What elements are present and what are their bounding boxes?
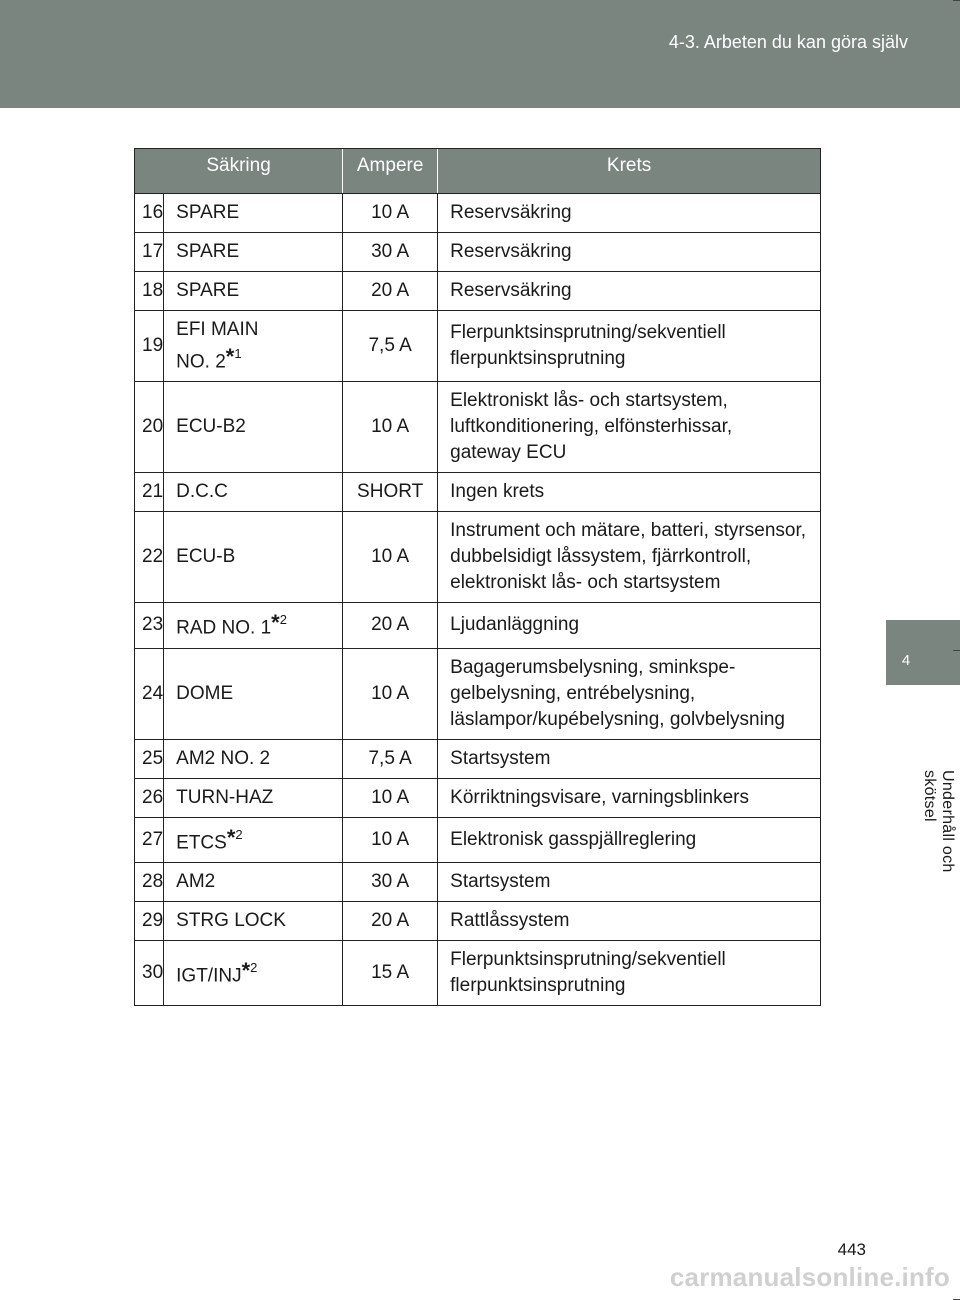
fuse-name-cell xyxy=(164,603,343,648)
crop-mark-mid xyxy=(953,650,960,651)
table-row xyxy=(135,512,821,603)
fuse-name: SPARE xyxy=(176,241,240,262)
fuse-number: 16 xyxy=(135,194,164,233)
fuse-circuit: Reservsäkring xyxy=(438,233,821,272)
table-row xyxy=(135,940,821,1005)
fuse-circuit: Ingen krets xyxy=(438,473,821,512)
fuse-name: EFI MAIN NO. 2 xyxy=(176,319,259,373)
fuse-name: ECU-B2 xyxy=(176,416,246,438)
fuse-ampere: 7,5 A xyxy=(343,739,438,778)
fuse-number: 27 xyxy=(135,817,164,862)
fuse-name-cell xyxy=(164,778,343,817)
fuse-name-cell xyxy=(164,940,343,1005)
fuse-circuit: Reservsäkring xyxy=(438,272,821,311)
fuse-name-cell xyxy=(164,648,343,739)
fuse-name: SPARE xyxy=(176,202,240,223)
fuse-name-cell xyxy=(164,311,343,382)
chapter-tab xyxy=(886,620,960,920)
footnote-marker xyxy=(271,610,287,636)
fuse-number: 18 xyxy=(135,272,164,311)
fuse-name-cell xyxy=(164,382,343,473)
fuse-ampere: SHORT xyxy=(343,473,438,512)
fuse-name-cell xyxy=(164,473,343,512)
fuse-ampere: 30 A xyxy=(343,233,438,272)
fuse-ampere: 20 A xyxy=(343,901,438,940)
fuse-circuit: Rattlåssystem xyxy=(438,901,821,940)
table-row xyxy=(135,311,821,382)
fuse-name: DOME xyxy=(176,682,234,704)
fuse-name: IGT/INJ xyxy=(176,965,242,987)
fuse-circuit: Körriktningsvisare, varningsblinkers xyxy=(438,778,821,817)
footnote-marker xyxy=(241,957,258,983)
fuse-table xyxy=(134,148,821,1006)
fuse-name-cell xyxy=(164,817,343,862)
fuse-table-body xyxy=(135,194,821,1006)
fuse-number: 23 xyxy=(135,603,164,648)
column-header-fuse: Säkring xyxy=(135,149,343,194)
asterisk-icon: * xyxy=(226,824,236,850)
fuse-name-cell xyxy=(164,739,343,778)
fuse-circuit: Elektronisk gasspjällreglering xyxy=(438,817,821,862)
column-header-circuit: Krets xyxy=(438,149,821,194)
fuse-ampere: 10 A xyxy=(343,778,438,817)
fuse-circuit: Instrument och mätare, batteri, styrsensor, dubbelsidigt låssystem, fjärrkontroll, elektroniskt lås- och startsystem xyxy=(438,512,821,603)
table-row xyxy=(135,194,821,233)
footnote-marker xyxy=(226,824,243,850)
fuse-ampere: 30 A xyxy=(343,862,438,901)
fuse-circuit: Elektroniskt lås- och startsystem, luftkonditionering, elfönsterhissar, gateway ECU xyxy=(438,382,821,473)
fuse-circuit: Flerpunktsinsprutning/sekventiell flerpunktsinsprutning xyxy=(438,940,821,1005)
fuse-ampere: 10 A xyxy=(343,512,438,603)
fuse-number: 25 xyxy=(135,739,164,778)
fuse-circuit: Flerpunktsinsprutning/sekventiell flerpunktsinsprutning xyxy=(438,311,821,382)
asterisk-icon: * xyxy=(241,957,251,983)
fuse-number: 20 xyxy=(135,382,164,473)
chapter-tab-marker xyxy=(886,620,960,685)
table-header-row xyxy=(135,149,821,194)
fuse-name: TURN-HAZ xyxy=(176,786,274,808)
fuse-name-cell xyxy=(164,272,343,311)
table-row xyxy=(135,382,821,473)
fuse-ampere: 10 A xyxy=(343,382,438,473)
table-row xyxy=(135,817,821,862)
table-row xyxy=(135,862,821,901)
fuse-name-cell xyxy=(164,512,343,603)
table-row xyxy=(135,648,821,739)
watermark: carmanualsonline.info xyxy=(669,1262,950,1292)
fuse-number: 28 xyxy=(135,862,164,901)
fuse-circuit: Startsystem xyxy=(438,862,821,901)
fuse-ampere: 10 A xyxy=(343,194,438,233)
fuse-name: D.C.C xyxy=(176,481,228,503)
table-row xyxy=(135,233,821,272)
fuse-name: AM2 NO. 2 xyxy=(176,747,271,769)
fuse-name: AM2 xyxy=(176,870,216,892)
footnote-number: 2 xyxy=(279,612,287,628)
table-row xyxy=(135,603,821,648)
footnote-number: 1 xyxy=(234,346,242,361)
table-row xyxy=(135,778,821,817)
fuse-ampere: 20 A xyxy=(343,603,438,648)
fuse-circuit: Bagagerumsbelysning, sminkspe-gelbelysning, entrébelysning, läslampor/kupébelysning, golvbelysning xyxy=(438,648,821,739)
fuse-name-cell xyxy=(164,862,343,901)
header-bar xyxy=(0,0,960,108)
fuse-number: 19 xyxy=(135,311,164,382)
section-title: 4-3. Arbeten du kan göra själv xyxy=(668,32,908,52)
table-row xyxy=(135,901,821,940)
fuse-circuit: Startsystem xyxy=(438,739,821,778)
table-row xyxy=(135,473,821,512)
footnote-number: 2 xyxy=(250,959,258,975)
fuse-name-cell xyxy=(164,194,343,233)
fuse-number: 24 xyxy=(135,648,164,739)
fuse-name: SPARE xyxy=(176,280,240,301)
fuse-ampere: 10 A xyxy=(343,817,438,862)
fuse-name: ECU-B xyxy=(176,546,236,568)
fuse-number: 30 xyxy=(135,940,164,1005)
fuse-name-cell xyxy=(164,233,343,272)
table-row xyxy=(135,272,821,311)
fuse-ampere: 10 A xyxy=(343,648,438,739)
chapter-number: 4 xyxy=(901,652,911,669)
asterisk-icon: * xyxy=(271,610,280,636)
footnote-number: 2 xyxy=(235,826,243,842)
chapter-label: Underhåll och skötsel xyxy=(921,770,956,873)
fuse-name-cell xyxy=(164,901,343,940)
table-row xyxy=(135,739,821,778)
crop-mark-top xyxy=(953,0,960,1)
page-number: 443 xyxy=(837,1240,866,1259)
fuse-name: ETCS xyxy=(176,831,227,853)
asterisk-icon: * xyxy=(225,344,235,369)
fuse-name: RAD NO. 1 xyxy=(176,617,272,639)
fuse-number: 22 xyxy=(135,512,164,603)
fuse-number: 29 xyxy=(135,901,164,940)
fuse-number: 17 xyxy=(135,233,164,272)
fuse-name: STRG LOCK xyxy=(176,909,286,931)
fuse-number: 21 xyxy=(135,473,164,512)
fuse-circuit: Reservsäkring xyxy=(438,194,821,233)
footnote-marker xyxy=(225,344,242,369)
fuse-circuit: Ljudanläggning xyxy=(438,603,821,648)
column-header-ampere: Ampere xyxy=(343,149,438,194)
fuse-ampere: 15 A xyxy=(343,940,438,1005)
fuse-number: 26 xyxy=(135,778,164,817)
fuse-ampere: 7,5 A xyxy=(343,311,438,382)
fuse-ampere: 20 A xyxy=(343,272,438,311)
